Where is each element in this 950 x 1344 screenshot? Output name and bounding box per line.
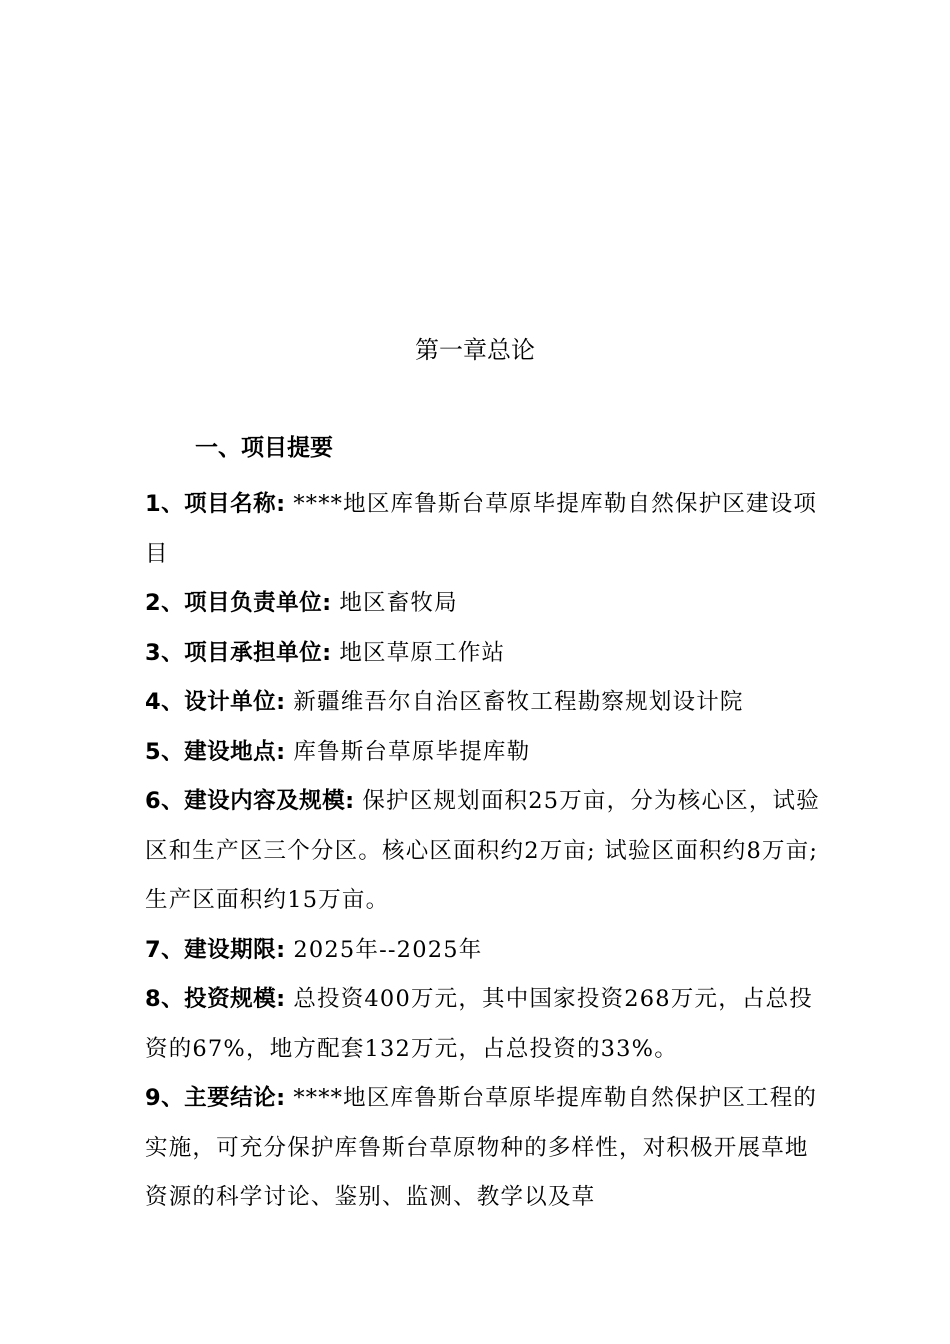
item-project-name [145,480,825,579]
item-value: 新疆维吾尔自治区畜牧工程勘察规划设计院 [293,689,744,715]
item-responsible-unit [145,579,825,629]
item-label: 3、项目承担单位: [145,639,332,666]
item-value: 地区畜牧局 [339,590,458,616]
item-design-unit [145,678,825,728]
item-value: 库鲁斯台草原毕提库勒 [293,738,531,765]
item-undertaking-unit [145,629,825,679]
section-heading: 一、项目提要 [195,435,333,461]
item-main-conclusion [145,1074,825,1223]
item-label: 6、建设内容及规模: [145,788,355,814]
item-label: 9、主要结论: [145,1085,286,1111]
item-label: 8、投资规模: [145,986,286,1012]
item-label: 7、建设期限: [145,936,286,963]
item-value: 2025年--2025年 [293,936,483,963]
item-value: ****地区库鲁斯台草原毕提库勒自然保护区工程的实施，可充分保护库鲁斯台草原物种的多样性，对积极开展草地资源的科学讨论、鉴别、监测、教学以及草 [145,1085,818,1210]
item-value: 保护区规划面积25万亩，分为核心区，试验区和生产区三个分区。核心区面积约2万亩; 试验区面积约8万亩; 生产区面积约15万亩。 [145,788,820,913]
item-label: 5、建设地点: [145,738,286,765]
chapter-title: 第一章总论 [415,336,535,364]
item-value: 地区草原工作站 [339,639,506,666]
item-content-and-scale [145,777,825,926]
item-construction-period [145,926,825,976]
item-label: 4、设计单位: [145,689,286,715]
item-value: 总投资400万元，其中国家投资268万元，占总投资的67%，地方配套132万元，占总投资的33%。 [145,986,814,1062]
item-value: ****地区库鲁斯台草原毕提库勒自然保护区建设项目 [145,491,818,567]
item-investment-scale [145,975,825,1074]
item-label: 1、项目名称: [145,491,286,517]
item-label: 2、项目负责单位: [145,590,332,616]
project-summary-list [145,480,825,1223]
item-construction-site [145,728,825,778]
